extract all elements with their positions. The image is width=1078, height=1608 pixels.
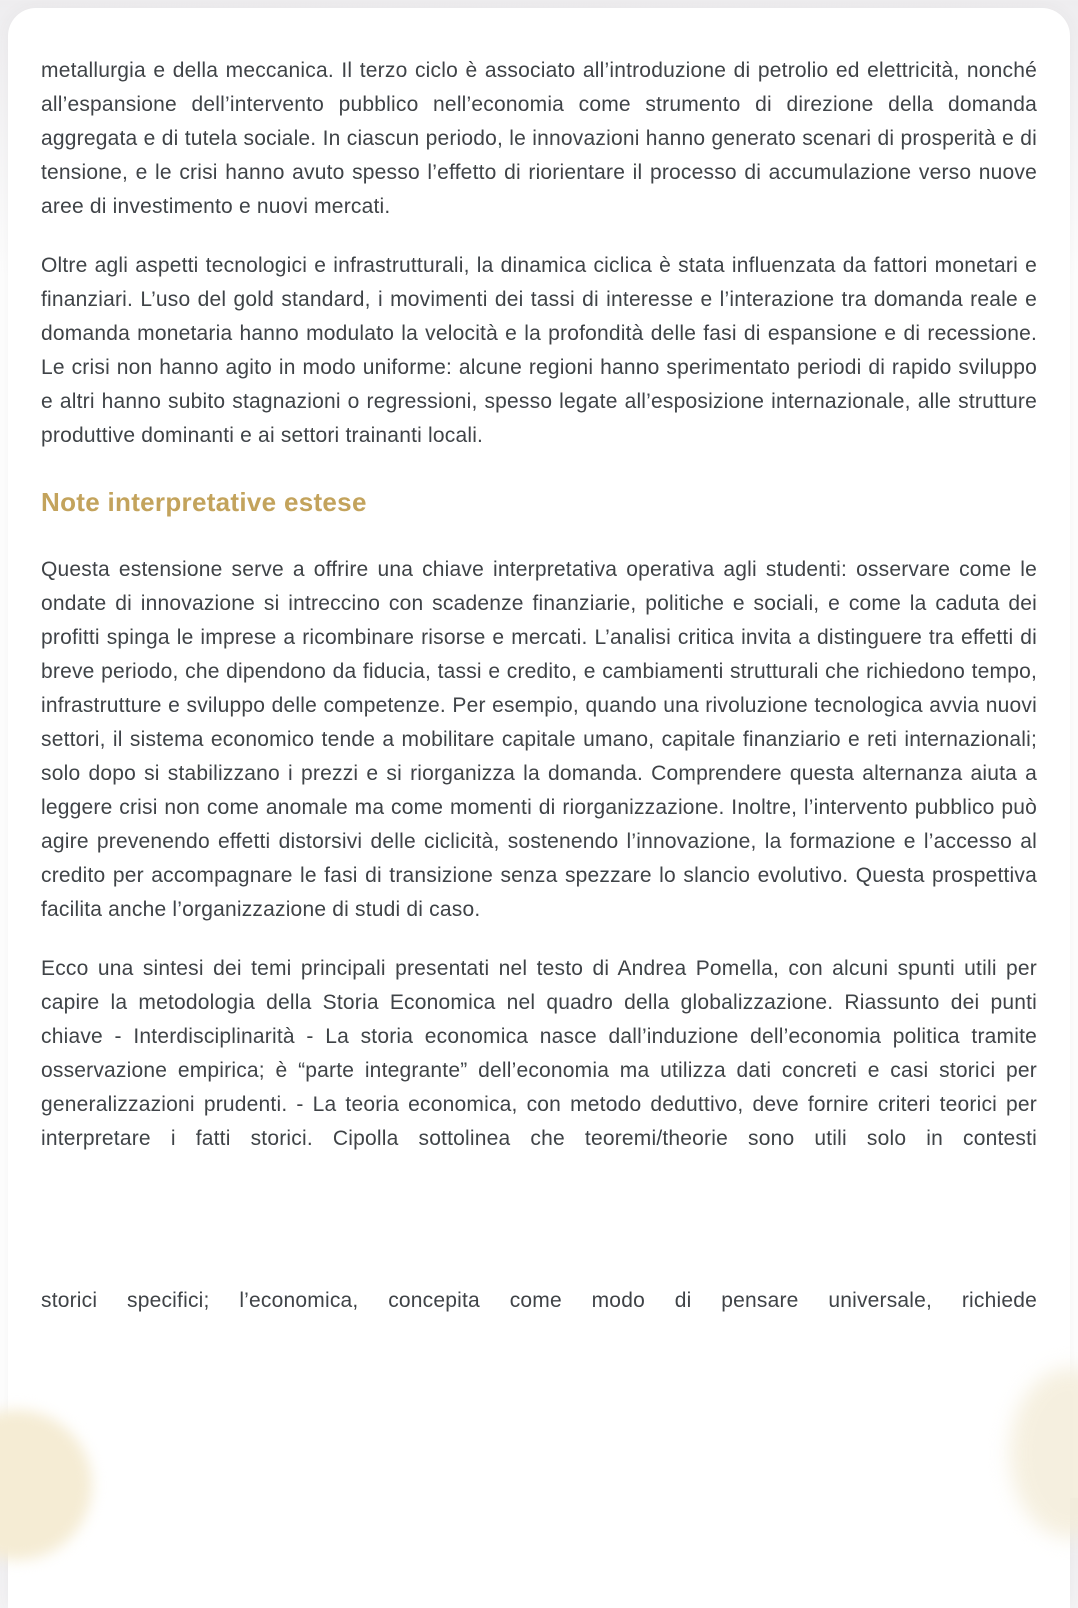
document-page xyxy=(8,8,1070,1608)
body-paragraph: storici specifici; l’economica, concepita come modo di pensare universale, richiede xyxy=(41,1289,1037,1312)
page-break-spacer xyxy=(41,1181,1037,1284)
body-paragraph: Questa estensione serve a offrire una chiave interpretativa operativa agli studenti: osservare come le ondate di innovazione si intreccino con scadenze finanziarie, politiche e sociali, e come la caduta dei profitti spinga le imprese a ricombinare risorse e mercati. L’analisi critica invita a distinguere tra effetti di breve periodo, che dipendono da fiducia, tassi e credito, e cambiamenti strutturali che richiedono tempo, infrastrutture e sviluppo delle competenze. Per esempio, quando una rivoluzione tecnologica avvia nuovi settori, il sistema economico tende a mobilitare capitale umano, capitale finanziario e reti internazionali; solo dopo si stabilizzano i prezzi e si riorganizza la domanda. Comprendere questa alternanza aiuta a leggere crisi non come anomale ma come momenti di riorganizzazione. Inoltre, l’intervento pubblico può agire prevenendo effetti distorsivi delle ciclicità, sostenendo l’innovazione, la formazione e l’accesso al credito per accompagnare le fasi di transizione senza spezzare lo slancio evolutivo. Questa prospettiva facilita anche l’organizzazione di studi di caso. xyxy=(41,558,1037,921)
body-paragraph: Ecco una sintesi dei temi principali presentati nel testo di Andrea Pomella, con alcuni spunti utili per capire la metodologia della Storia Economica nel quadro della globalizzazione. Riassunto dei punti chiave - Interdisciplinarità - La storia economica nasce dall’induzione dell’economia politica tramite osservazione empirica; è “parte integrante” dell’economia ma utilizza dati concreti e casi storici per generalizzazioni prudenti. - La teoria economica, con metodo deduttivo, deve fornire criteri teorici per interpretare i fatti storici. Cipolla sottolinea che teoremi/theorie sono utili solo in contesti xyxy=(41,957,1037,1150)
body-paragraph: Oltre agli aspetti tecnologici e infrastrutturali, la dinamica ciclica è stata influenzata da fattori monetari e finanziari. L’uso del gold standard, i movimenti dei tassi di interesse e l’interazione tra domanda reale e domanda monetaria hanno modulato la velocità e la profondità delle fasi di espansione e di recessione. Le crisi non hanno agito in modo uniforme: alcune regioni hanno sperimentato periodi di rapido sviluppo e altri hanno subito stagnazioni o regressioni, spesso legate all’esposizione internazionale, alle strutture produttive dominanti e ai settori trainanti locali. xyxy=(41,254,1037,447)
body-paragraph: metallurgia e della meccanica. Il terzo ciclo è associato all’introduzione di petrolio ed elettricità, nonché all’espansione dell’intervento pubblico nell’economia come strumento di direzione della domanda aggregata e di tutela sociale. In ciascun periodo, le innovazioni hanno generato scenari di prosperità e di tensione, e le crisi hanno avuto spesso l’effetto di riorientare il processo di accumulazione verso nuove aree di investimento e nuovi mercati. xyxy=(41,59,1037,218)
section-heading: Note interpretative estese xyxy=(41,487,367,517)
